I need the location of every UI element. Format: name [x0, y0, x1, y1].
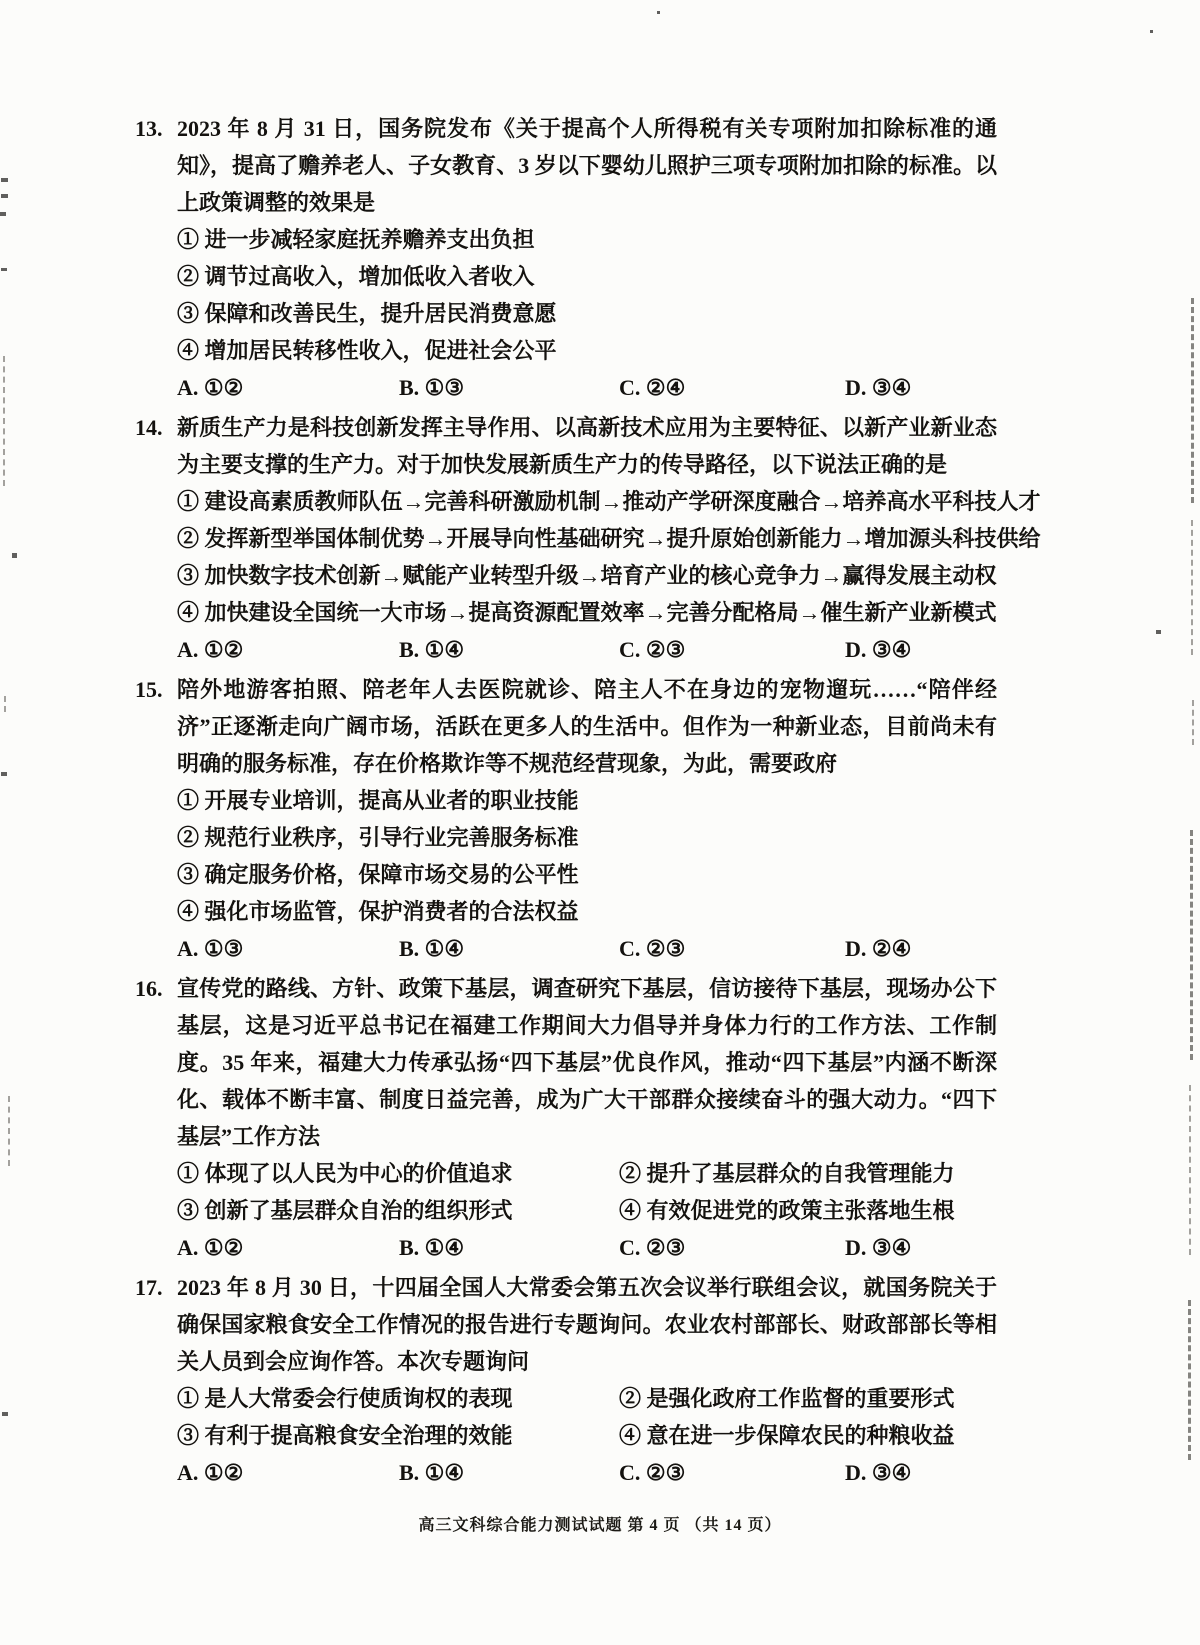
- answer-choices: [177, 1454, 997, 1491]
- scan-artifact: [8, 1096, 10, 1166]
- answer-d: D. ③④: [845, 375, 912, 400]
- answer-a: A. ①②: [177, 637, 244, 662]
- question-options: [177, 1380, 997, 1454]
- scan-artifact: [1189, 1085, 1191, 1255]
- answer-a: A. ①③: [177, 936, 244, 961]
- answer-b: B. ①③: [399, 375, 465, 400]
- question-13: [135, 110, 997, 406]
- answer-d: D. ②④: [845, 936, 912, 961]
- scan-artifact: [1190, 830, 1193, 1060]
- answer-choices: [177, 930, 997, 967]
- answer-c: C. ②③: [619, 1235, 686, 1260]
- answer-b: B. ①④: [399, 936, 465, 961]
- option-1: ① 进一步减轻家庭抚养赡养支出负担: [177, 227, 535, 252]
- answer-b: B. ①④: [399, 637, 465, 662]
- question-number: 13.: [135, 116, 163, 141]
- option-4: ④ 加快建设全国统一大市场→提高资源配置效率→完善分配格局→催生新产业新模式: [177, 600, 997, 625]
- option-4: ④ 意在进一步保障农民的种粮收益: [619, 1423, 955, 1448]
- scan-artifact: [657, 11, 660, 14]
- exam-content: [135, 110, 1041, 1494]
- answer-a: A. ①②: [177, 375, 244, 400]
- answer-choices: [177, 369, 997, 406]
- scan-artifact: [0, 212, 6, 216]
- question-number: 15.: [135, 677, 163, 702]
- answer-c: C. ②③: [619, 637, 686, 662]
- option-1: ① 是人大常委会行使质询权的表现: [177, 1386, 513, 1411]
- scan-artifact: [1150, 30, 1153, 33]
- option-1: ① 开展专业培训，提高从业者的职业技能: [177, 788, 579, 813]
- scan-artifact: [1188, 1300, 1191, 1460]
- answer-b: B. ①④: [399, 1460, 465, 1485]
- question-options: [177, 782, 997, 930]
- answer-b: B. ①④: [399, 1235, 465, 1260]
- question-stem: 宣传党的路线、方针、政策下基层，调查研究下基层，信访接待下基层，现场办公下基层，这是习近平总书记在福建工作期间大力倡导并身体力行的工作方法、工作制度。35 年来，福建大力传承弘扬“四下基层”优良作风，推动“四下基层”内涵不断深化、载体不断丰富、制度日益完善，成为广大干部群众接续奋斗的强大动力。“四下基层”工作方法: [177, 976, 997, 1149]
- question-14: [135, 409, 1041, 668]
- answer-c: C. ②④: [619, 375, 686, 400]
- answer-d: D. ③④: [845, 1460, 912, 1485]
- answer-c: C. ②③: [619, 936, 686, 961]
- answer-a: A. ①②: [177, 1235, 244, 1260]
- answer-d: D. ③④: [845, 637, 912, 662]
- option-4: ④ 增加居民转移性收入，促进社会公平: [177, 338, 557, 363]
- question-stem: 2023 年 8 月 31 日，国务院发布《关于提高个人所得税有关专项附加扣除标准的通知》，提高了赡养老人、子女教育、3 岁以下婴幼儿照护三项专项附加扣除的标准。以上政策调整的效果是: [177, 116, 997, 215]
- question-stem: 新质生产力是科技创新发挥主导作用、以高新技术应用为主要特征、以新产业新业态为主要支撑的生产力。对于加快发展新质生产力的传导路径，以下说法正确的是: [177, 415, 997, 477]
- option-2: ② 提升了基层群众的自我管理能力: [619, 1161, 955, 1186]
- question-number: 14.: [135, 415, 163, 440]
- option-1: ① 建设高素质教师队伍→完善科研激励机制→推动产学研深度融合→培养高水平科技人才: [177, 489, 1041, 514]
- question-options: [177, 221, 997, 369]
- answer-d: D. ③④: [845, 1235, 912, 1260]
- scan-artifact: [1156, 630, 1161, 634]
- question-options: [177, 483, 1041, 631]
- scan-artifact: [4, 696, 6, 712]
- option-2: ② 发挥新型举国体制优势→开展导向性基础研究→提升原始创新能力→增加源头科技供给: [177, 526, 1041, 551]
- scan-artifact: [1191, 520, 1193, 655]
- question-17: [135, 1269, 997, 1491]
- answer-a: A. ①②: [177, 1460, 244, 1485]
- option-3: ③ 确定服务价格，保障市场交易的公平性: [177, 862, 579, 887]
- question-15: [135, 671, 997, 967]
- question-stem: 陪外地游客拍照、陪老年人去医院就诊、陪主人不在身边的宠物遛玩……“陪伴经济”正逐渐走向广阔市场，活跃在更多人的生活中。但作为一种新业态，目前尚未有明确的服务标准，存在价格欺诈等不规范经营现象，为此，需要政府: [177, 677, 997, 776]
- scan-artifact: [1, 772, 7, 776]
- question-16: [135, 970, 997, 1266]
- scan-artifact: [1, 178, 8, 182]
- scan-artifact: [3, 356, 5, 486]
- option-4: ④ 有效促进党的政策主张落地生根: [619, 1198, 955, 1223]
- question-stem: 2023 年 8 月 30 日，十四届全国人大常委会第五次会议举行联组会议，就国务院关于确保国家粮食安全工作情况的报告进行专题询问。农业农村部部长、财政部部长等相关人员到会应询作答。本次专题询问: [177, 1275, 997, 1374]
- answer-c: C. ②③: [619, 1460, 686, 1485]
- option-2: ② 调节过高收入，增加低收入者收入: [177, 264, 535, 289]
- option-3: ③ 创新了基层群众自治的组织形式: [177, 1198, 513, 1223]
- option-2: ② 规范行业秩序，引导行业完善服务标准: [177, 825, 579, 850]
- question-number: 17.: [135, 1275, 163, 1300]
- option-1: ① 体现了以人民为中心的价值追求: [177, 1161, 513, 1186]
- scan-artifact: [1192, 700, 1194, 745]
- page-footer: 高三文科综合能力测试试题 第 4 页 （共 14 页）: [418, 1517, 782, 1534]
- scan-artifact: [2, 1412, 8, 1416]
- scan-artifact: [12, 553, 17, 558]
- scan-artifact: [1191, 298, 1194, 503]
- question-number: 16.: [135, 976, 163, 1001]
- answer-choices: [177, 631, 997, 668]
- scan-artifact: [1, 268, 7, 271]
- option-3: ③ 加快数字技术创新→赋能产业转型升级→培育产业的核心竞争力→赢得发展主动权: [177, 563, 997, 588]
- option-2: ② 是强化政府工作监督的重要形式: [619, 1386, 955, 1411]
- option-4: ④ 强化市场监管，保护消费者的合法权益: [177, 899, 579, 924]
- answer-choices: [177, 1229, 997, 1266]
- option-3: ③ 保障和改善民生，提升居民消费意愿: [177, 301, 557, 326]
- option-3: ③ 有利于提高粮食安全治理的效能: [177, 1423, 513, 1448]
- scan-artifact: [1, 194, 8, 198]
- question-options: [177, 1155, 997, 1229]
